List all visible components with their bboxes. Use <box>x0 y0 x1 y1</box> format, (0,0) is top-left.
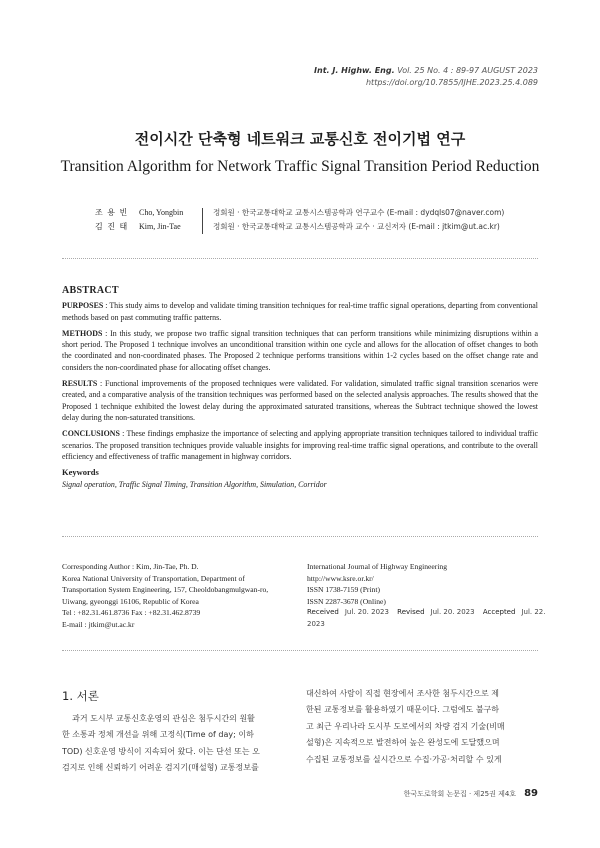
received-label: Received <box>307 608 339 617</box>
author-name-ko: 조 용 빈 <box>95 208 129 217</box>
body-line: 수집된 교통정보를 실시간으로 수집·가공·처리할 수 있게 <box>306 754 502 764</box>
divider-dotted <box>62 650 538 651</box>
body-line: 한된 교통정보를 활용하였기 때문이다. 그럼에도 불구하 <box>306 705 499 715</box>
author-name-en: Kim, Jin-Tae <box>139 222 181 231</box>
conclusions-label: CONCLUSIONS <box>62 429 120 439</box>
corr-line: Transportation System Engineering, 157, Cheoldobangmulgwan-ro, <box>62 585 269 595</box>
corr-line: Tel : +82.31.461.8736 Fax : +82.31.462.8739 <box>62 608 201 618</box>
keywords-list: Signal operation, Traffic Signal Timing, Transition Algorithm, Simulation, Corridor <box>62 480 327 490</box>
author-row <box>95 220 504 234</box>
body-line: 한 소통과 정체 개선을 위해 고정식(Time of day; 이하 <box>62 730 254 740</box>
journal-url[interactable]: http://www.ksre.or.kr/ <box>307 573 374 583</box>
author-name-en: Cho, Yongbin <box>139 208 184 217</box>
keywords-heading: Keywords <box>62 467 99 478</box>
author-name-ko: 김 진 태 <box>95 222 129 231</box>
abstract-results <box>62 378 538 423</box>
body-column-right <box>306 686 539 768</box>
accepted-date: Jul. 22. 2023 <box>307 608 546 628</box>
author-affiliation: 정회원 · 한국교통대학교 교통시스템공학과 연구교수 (E-mail : dydqls07@naver.com) <box>213 208 505 217</box>
section-heading: 1. 서론 <box>62 689 99 703</box>
purposes-label: PURPOSES <box>62 301 104 311</box>
results-label: RESULTS <box>62 379 98 389</box>
journal-abbrev: Int. J. Highw. Eng. <box>314 66 395 75</box>
corr-line: Korea National University of Transportation, Department of <box>62 573 245 583</box>
abstract-conclusions <box>62 428 538 462</box>
title-korean: 전이시간 단축형 네트워크 교통신호 전이기법 연구 <box>134 130 466 148</box>
body-line: 고 최근 우리나라 도시부 도로에서의 차량 검지 기술(비매 <box>306 721 505 731</box>
journal-header <box>314 65 538 89</box>
author-divider <box>202 208 203 234</box>
abstract-methods <box>62 328 538 373</box>
methods-label: METHODS <box>62 328 103 338</box>
body-line: TOD) 신호운영 방식이 지속되어 왔다. 이는 단선 또는 오 <box>62 746 260 756</box>
author-block <box>95 206 504 234</box>
author-row <box>95 206 504 220</box>
accepted-label: Accepted <box>482 608 516 617</box>
footer-journal: 한국도로학회 논문집 · 제25권 제4호 <box>403 790 517 798</box>
revised-date: Jul. 20. 2023 <box>430 608 475 617</box>
body-line: 검지로 인해 신뢰하기 어려운 검지기(매설형) 교통정보를 <box>62 763 259 773</box>
purposes-text: : This study aims to develop and validate timing transition techniques for real-time traffic signal operations, departing from conventional methods based on past commuting traffic patterns. <box>62 301 538 322</box>
revised-label: Revised <box>397 608 425 617</box>
corr-email: E-mail : jtkim@ut.ac.kr <box>62 619 135 629</box>
corr-line: Uiwang, gyeonggi 16106, Republic of Korea <box>62 596 199 606</box>
corresponding-author-block <box>62 561 297 631</box>
conclusions-text: : These findings emphasize the importance of selecting and applying appropriate transition techniques tailored to individual traffic scenarios. The proposed transition techniques provide valuable insights for improving real-time traffic signal operations, and contribute to the overall efficiency and effectiveness of traffic management in highway corridors. <box>62 429 538 461</box>
journal-volume: Vol. 25 No. 4 : 89-97 AUGUST 2023 <box>397 66 538 75</box>
body-line: 설형)은 지속적으로 발전하여 높은 완성도에 도달했으며 <box>306 738 500 748</box>
page-footer <box>404 788 538 799</box>
journal-info-block <box>307 561 547 631</box>
abstract-heading: ABSTRACT <box>62 285 119 296</box>
body-column-left <box>62 711 294 777</box>
results-text: : Functional improvements of the proposed techniques were validated. For validation, simulated traffic signal transition scenarios were created, and a comparative analysis of the transition techniques was performed based on the selected analysis approaches. The results showed that the Proposed 1 technique exhibited the lowest delay during the approximated saturated transitions, whereas the Subtract technique showed the lowest delay during the non-saturated transitions. <box>62 379 538 422</box>
divider-dotted <box>62 536 538 537</box>
doi-link[interactable]: https://doi.org/10.7855/IJHE.2023.25.4.089 <box>365 78 538 87</box>
methods-text: : In this study, we propose two traffic signal transition techniques that can perform transitions while minimizing disruptions within a short period. The Proposed 1 technique involves an unconditional transition within one cycle and allows for the allocation of offset changes to both the coordinated and non-coordinated phases. The Proposed 2 technique performs transitions within 1-2 cycles based on the offset change rate and considers the non-coordinated phase for allocating offset changes. <box>62 328 538 372</box>
abstract-purposes <box>62 300 538 323</box>
journal-name: International Journal of Highway Engineering <box>307 562 448 571</box>
corr-line: Corresponding Author : Kim, Jin-Tae, Ph. D. <box>62 562 199 571</box>
title-english: Transition Algorithm for Network Traffic Signal Transition Period Reduction <box>60 158 540 175</box>
author-affiliation: 정회원 · 한국교통대학교 교통시스템공학과 교수 · 교신저자 (E-mail : jtkim@ut.ac.kr) <box>213 222 500 231</box>
divider-dotted <box>62 258 538 259</box>
received-date: Jul. 20. 2023 <box>344 608 389 617</box>
page-number: 89 <box>524 788 538 799</box>
abstract-section <box>62 285 538 491</box>
article-dates <box>307 607 547 630</box>
body-line: 대신하여 사람이 직접 현장에서 조사한 첨두시간으로 제 <box>306 689 499 698</box>
issn-online: ISSN 2287-3678 (Online) <box>307 596 386 606</box>
issn-print: ISSN 1738-7159 (Print) <box>307 585 380 595</box>
body-line: 과거 도시부 교통신호운영의 관심은 첨두시간의 원활 <box>62 714 255 723</box>
